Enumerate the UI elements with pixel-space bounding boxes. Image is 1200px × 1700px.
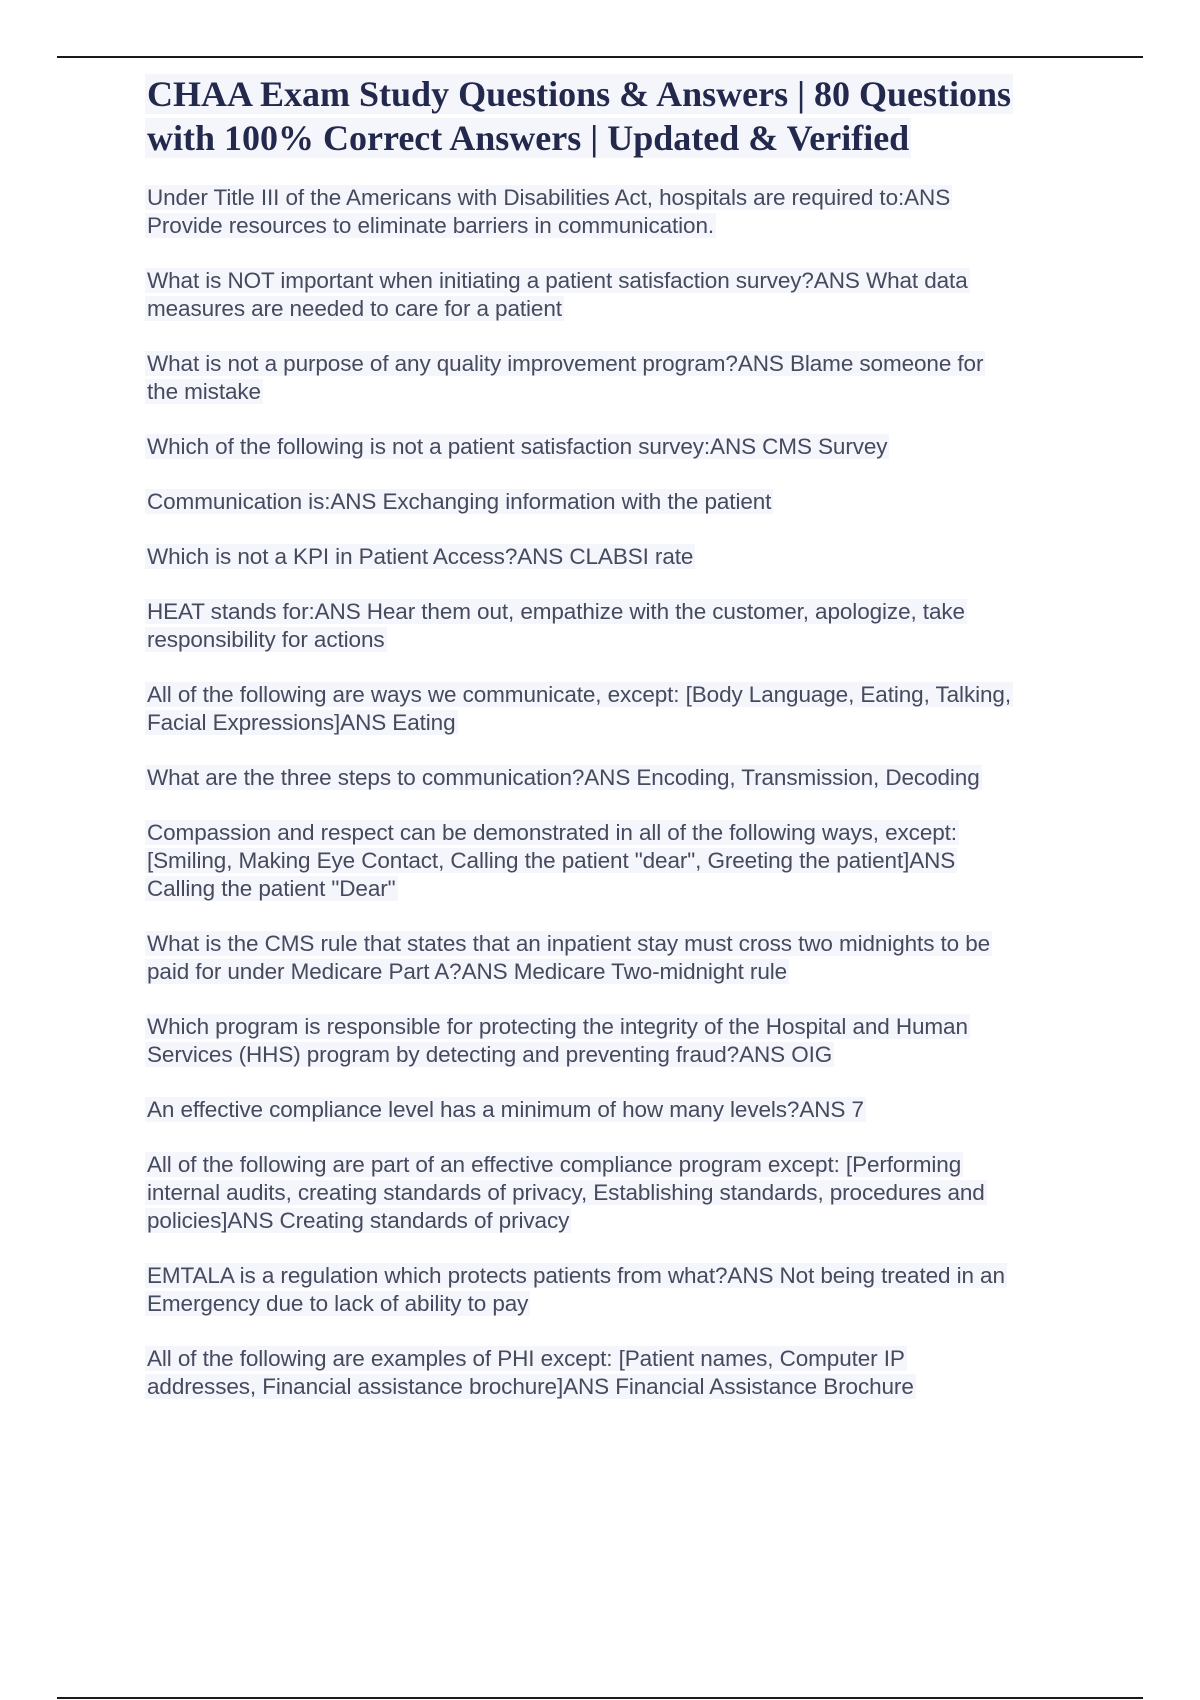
qa-item [145, 819, 1095, 903]
title-line-1: CHAA Exam Study Questions & Answers | 80 Questions [147, 74, 1012, 114]
top-divider [57, 56, 1143, 58]
qa-item-text: Under Title III of the Americans with Disabilities Act, hospitals are required to:ANS Provide resources to eliminate barriers in communication. [147, 185, 951, 238]
qa-item-text: All of the following are part of an effective compliance program except: [Performing internal audits, creating standards of privacy, Establishing standards, procedures and policies]ANS Creating standards of privacy [147, 1152, 985, 1233]
qa-item-text: What is NOT important when initiating a patient satisfaction survey?ANS What data measures are needed to care for a patient [147, 268, 968, 321]
qa-item-text: Compassion and respect can be demonstrated in all of the following ways, except: [Smiling, Making Eye Contact, Calling the patient "dear", Greeting the patient]ANS Calling the patient "Dear" [147, 820, 957, 901]
qa-item [145, 488, 1095, 516]
qa-item [145, 1096, 1095, 1124]
qa-item [145, 681, 1095, 737]
qa-item [145, 184, 1095, 240]
qa-item-text: EMTALA is a regulation which protects patients from what?ANS Not being treated in an Emergency due to lack of ability to pay [147, 1263, 1005, 1316]
qa-item-text: HEAT stands for:ANS Hear them out, empathize with the customer, apologize, take responsibility for actions [147, 599, 965, 652]
bottom-divider [57, 1697, 1143, 1699]
qa-item [145, 598, 1095, 654]
qa-item-text: All of the following are ways we communicate, except: [Body Language, Eating, Talking, Facial Expressions]ANS Eating [147, 682, 1011, 735]
qa-item [145, 930, 1095, 986]
qa-item-text: Which program is responsible for protecting the integrity of the Hospital and Human Services (HHS) program by detecting and preventing fraud?ANS OIG [147, 1014, 968, 1067]
qa-item-text: All of the following are examples of PHI except: [Patient names, Computer IP addresses, Financial assistance brochure]ANS Financial Assistance Brochure [147, 1346, 914, 1399]
qa-item-text: An effective compliance level has a minimum of how many levels?ANS 7 [147, 1097, 864, 1122]
title-line-2: with 100% Correct Answers | Updated & Verified [147, 118, 910, 158]
qa-item-text: What is the CMS rule that states that an inpatient stay must cross two midnights to be paid for under Medicare Part A?ANS Medicare Two-midnight rule [147, 931, 991, 984]
document-title [145, 72, 1095, 160]
qa-list [145, 184, 1095, 1401]
qa-item [145, 764, 1095, 792]
qa-item [145, 433, 1095, 461]
qa-item-text: Which is not a KPI in Patient Access?ANS CLABSI rate [147, 544, 694, 569]
qa-item-text: Which of the following is not a patient satisfaction survey:ANS CMS Survey [147, 434, 888, 459]
qa-item [145, 1151, 1095, 1235]
qa-item [145, 267, 1095, 323]
qa-item [145, 1262, 1095, 1318]
qa-item [145, 1345, 1095, 1401]
qa-item-text: What are the three steps to communication?ANS Encoding, Transmission, Decoding [147, 765, 980, 790]
qa-item-text: What is not a purpose of any quality improvement program?ANS Blame someone for the mistake [147, 351, 984, 404]
document-body [145, 72, 1095, 1428]
qa-item [145, 1013, 1095, 1069]
qa-item-text: Communication is:ANS Exchanging information with the patient [147, 489, 772, 514]
qa-item [145, 350, 1095, 406]
qa-item [145, 543, 1095, 571]
